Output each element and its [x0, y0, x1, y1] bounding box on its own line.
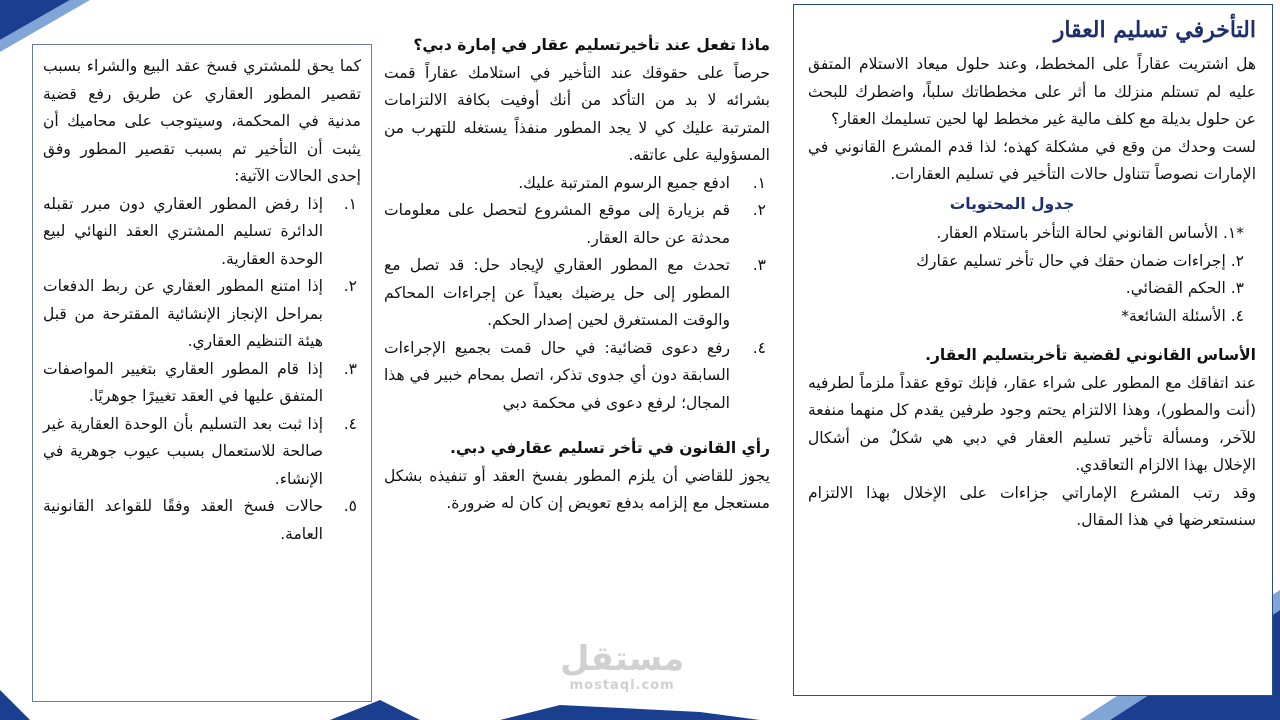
list-text: ادفع جميع الرسوم المترتبة عليك.	[518, 173, 730, 192]
list-number: ٢.	[343, 277, 357, 295]
list-text: رفع دعوى قضائية: في حال قمت بجميع الإجراءات السابقة دون أي جدوى تذكر، اتصل بمحام خبير في هذا المجال؛ لرفع دعوى في محكمة دبي	[384, 338, 730, 412]
list-number: ٥.	[343, 497, 357, 515]
toc-item[interactable]: ٢. إجراءات ضمان حقك في حال تأخر تسليم عقارك	[916, 251, 1244, 270]
list-text: إذا قام المطور العقاري بتغيير المواصفات المتفق عليها في العقد تغييرًا جوهريًا.	[43, 359, 323, 405]
list-text: تحدث مع المطور العقاري لإيجاد حل: قد تصل مع المطور إلى حل يرضيك بعيداً عن إجراءات المحاكم والوقت المستغرق لحين إصدار الحكم.	[384, 256, 730, 329]
list-item	[43, 411, 361, 494]
left-column	[32, 44, 372, 702]
list-item	[43, 356, 361, 411]
middle-column	[376, 26, 788, 646]
list-item	[384, 252, 770, 335]
legal-basis-heading: الأساس القانوني لقضية تأخربتسليم العقار.	[925, 346, 1256, 364]
list-item	[43, 191, 361, 274]
watermark-arabic: مستقل	[560, 639, 685, 679]
page-title: التأخرفي تسليم العقار	[1053, 17, 1256, 43]
list-number: ٤.	[343, 414, 357, 433]
what-to-do-intro: حرصاً على حقوقك عند التأخير في استلامك عقاراً قمت بشرائه لا بد من التأكد من أنك أوفيت بكافة الالتزامات المترتبة عليك كي لا يجد المطور منفذاً يستغله للتهرب من المسؤولية على عاتقه.	[384, 63, 770, 164]
right-column	[793, 4, 1273, 696]
law-opinion-text: يجوز للقاضي أن يلزم المطور بفسخ العقد أو تنفيذه بشكل مستعجل مع إلزامه بدفع تعويض إن كان له ضرورة.	[384, 466, 770, 512]
toc-item[interactable]: ٣. الحكم القضائي.	[1125, 279, 1244, 297]
toc-item[interactable]: ٤. الأسئلة الشائعة*	[1121, 306, 1244, 325]
legal-basis-paragraph-1: عند اتفاقك مع المطور على شراء عقار، فإنك توقع عقداً ملزماً لطرفيه (أنت والمطور)، وهذا الالتزام يحتم وجود طرفين يقدم كل منهما منفعة للآخر، ومسألة تأخير تسليم العقار في دبي هي شكلٌ من أشكال الإخلال بهذا الالزام التعاقدي.	[808, 373, 1256, 474]
list-text: إذا رفض المطور العقاري دون مبرر تقبله الدائرة تسليم المشتري العقد النهائي لبيع الوحدة العقارية.	[43, 194, 323, 268]
intro-paragraph-1: هل اشتريت عقاراً على المخطط، وعند حلول ميعاد الاستلام المتفق عليه لم تستلم منزلك ما أثر على مخططاتك سلباً، واضطرك للبحث عن حلول بديلة مع كلف مالية غير مخطط لها لحين تسليمك العقار؟	[808, 55, 1256, 128]
corner-bottom-band-2	[500, 705, 760, 720]
list-number: ١.	[752, 173, 766, 192]
cases-list	[43, 191, 361, 549]
list-number: ١.	[343, 194, 357, 213]
list-text: إذا امتنع المطور العقاري عن ربط الدفعات بمراحل الإنجاز الإنشائية المقترحة من قبل هيئة التنظيم العقاري.	[43, 277, 323, 350]
legal-basis-paragraph-2: وقد رتب المشرع الإماراتي جزاءات على الإخلال بهذا الالتزام سنستعرضها في هذا المقال.	[808, 483, 1256, 529]
list-number: ٢.	[752, 201, 766, 219]
list-item	[384, 335, 770, 418]
list-item	[43, 273, 361, 356]
what-to-do-heading: ماذا تفعل عند تأخيرتسليم عقار في إمارة دبي؟	[413, 36, 770, 54]
list-item	[43, 493, 361, 548]
corner-bottom-left-dark	[0, 690, 30, 720]
list-number: ٣.	[752, 256, 766, 274]
list-number: ٤.	[752, 338, 766, 357]
list-item	[384, 197, 770, 252]
list-text: حالات فسخ العقد وفقًا للقواعد القانونية العامة.	[43, 497, 323, 543]
list-number: ٣.	[343, 359, 357, 378]
list-text: إذا ثبت بعد التسليم بأن الوحدة العقارية غير صالحة للاستعمال بسبب عيوب جوهرية في الإنشاء.	[43, 414, 323, 488]
list-item	[384, 170, 770, 198]
steps-list	[384, 170, 770, 418]
toc-title: جدول المحتويات	[949, 194, 1075, 213]
watermark-latin: mostaql.com	[569, 678, 675, 693]
intro-paragraph-2: لست وحدك من وقع في مشكلة كهذه؛ لذا قدم المشرع القانوني في الإمارات نصوصاً تتناول حالات التأخير في تسليم العقارات.	[808, 137, 1256, 183]
termination-intro: كما يحق للمشتري فسخ عقد البيع والشراء بسبب تقصير المطور العقاري عن طريق رفع قضية مدنية في المحكمة، وسيتوجب على محاميك أن يثبت أن التأخير تم بسبب تقصير المطور وفق إحدى الحالات الآتية:	[43, 57, 361, 185]
law-opinion-heading: رأي القانون في تأخر تسليم عقارفي دبي.	[449, 439, 770, 457]
corner-bottom-band	[330, 700, 420, 720]
watermark-logo	[560, 640, 684, 693]
list-text: قم بزيارة إلى موقع المشروع لتحصل على معلومات محدثة عن حالة العقار.	[384, 201, 730, 247]
toc-item[interactable]: *١. الأساس القانوني لحالة التأخر باستلام العقار.	[936, 224, 1244, 242]
toc-list	[808, 220, 1256, 330]
